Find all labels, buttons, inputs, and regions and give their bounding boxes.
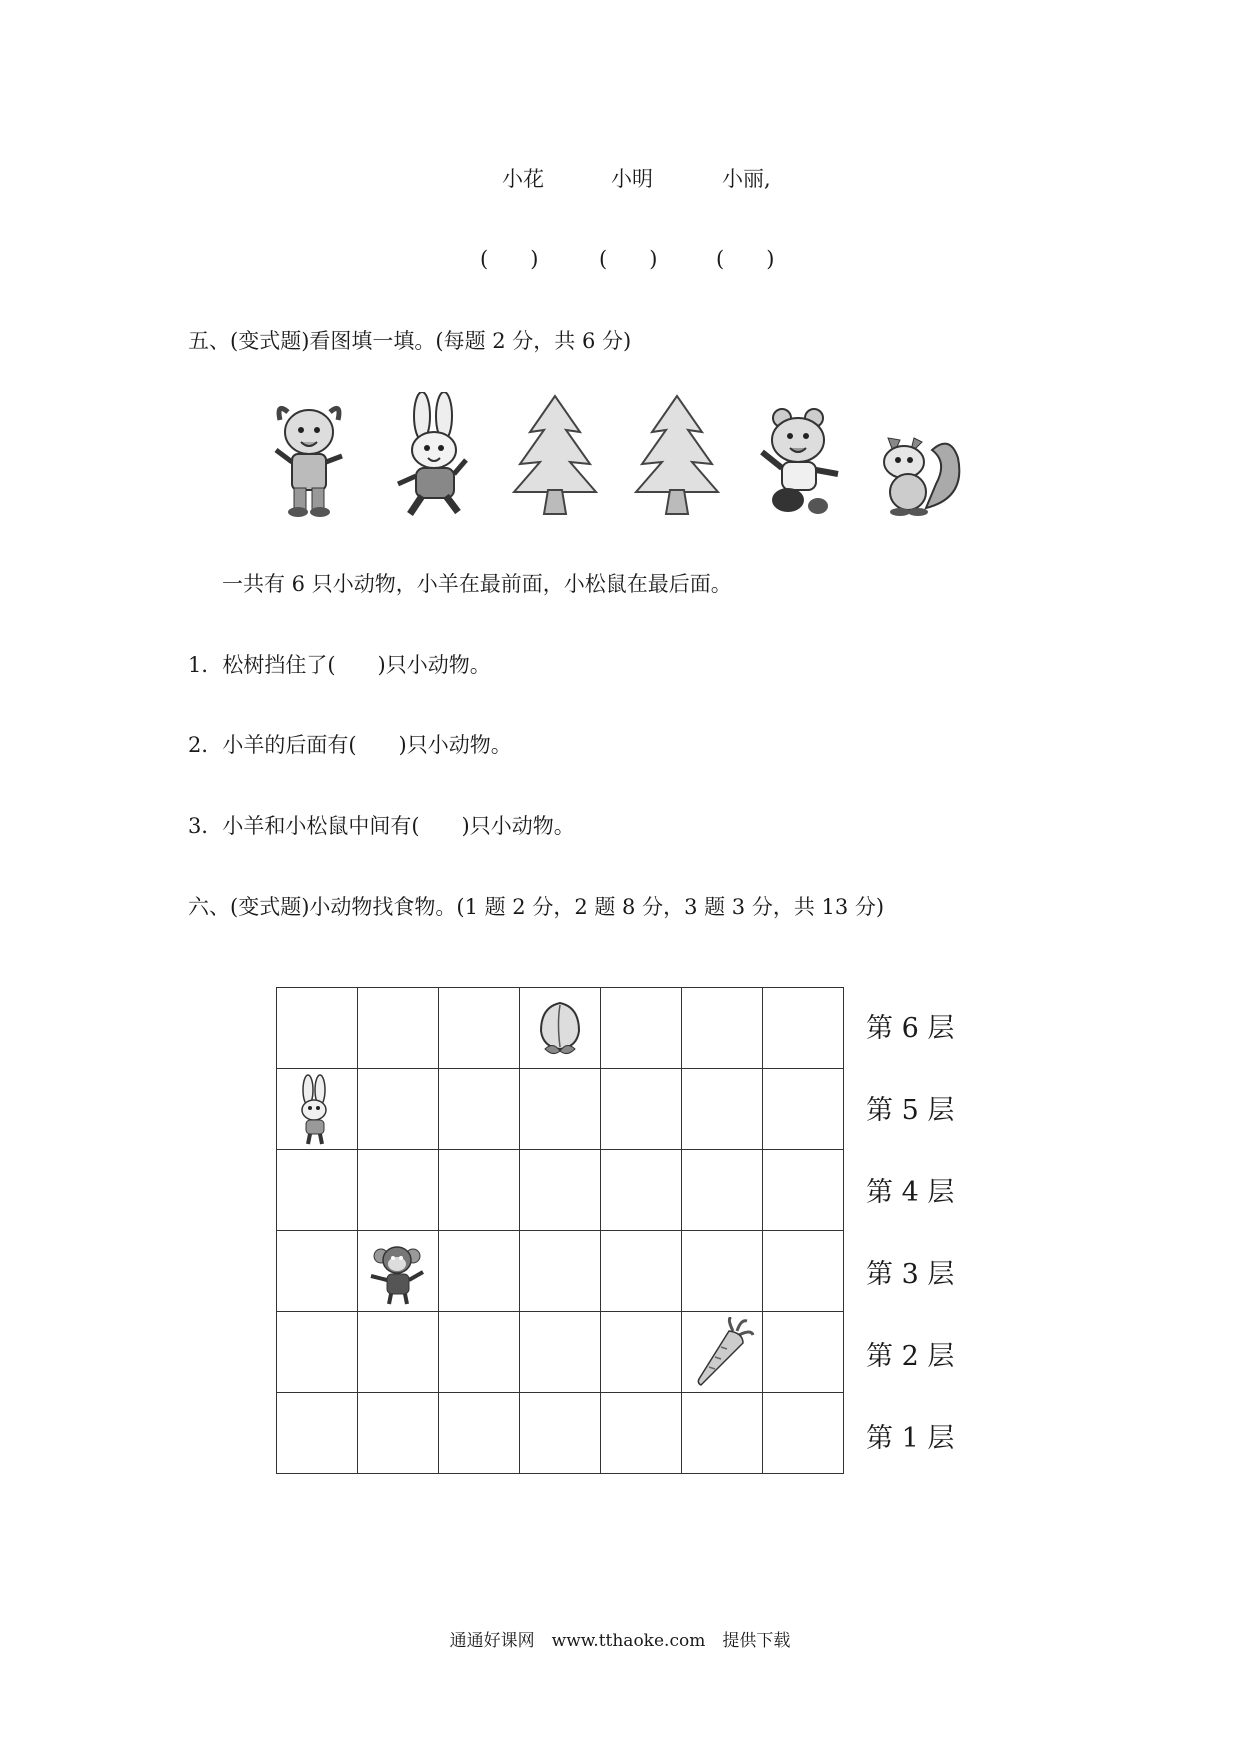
food-grid <box>276 987 844 1474</box>
pine-tree-icon <box>510 392 600 518</box>
question-1: 1．松树挡住了( )只小动物。 <box>188 653 491 677</box>
grid-cell <box>763 1231 844 1312</box>
grid-row-layer-3 <box>277 1231 844 1312</box>
grid-cell <box>439 1150 520 1231</box>
grid-row-layer-5 <box>277 1069 844 1150</box>
grid-cell <box>763 1069 844 1150</box>
answer-blank[interactable]: ( ) <box>716 247 775 271</box>
grid-cell <box>358 988 439 1069</box>
layer-label-4: 第 4 层 <box>866 1177 955 1208</box>
footer-credit: 通通好课网 www.tthaoke.com 提供下载 <box>449 1631 791 1651</box>
grid-cell <box>601 1069 682 1150</box>
question-2: 2．小羊的后面有( )只小动物。 <box>188 733 512 757</box>
peach-icon <box>525 993 595 1063</box>
grid-cell <box>439 1312 520 1393</box>
rabbit-icon <box>282 1074 352 1146</box>
grid-cell <box>439 1069 520 1150</box>
grid-cell <box>277 1069 358 1150</box>
layer-label-1: 第 1 层 <box>866 1423 955 1454</box>
grid-cell <box>520 1069 601 1150</box>
grid-cell <box>763 1150 844 1231</box>
grid-cell <box>763 1312 844 1393</box>
grid-cell <box>358 1312 439 1393</box>
grid-cell <box>439 988 520 1069</box>
rabbit-icon <box>392 392 476 522</box>
question-3: 3．小羊和小松鼠中间有( )只小动物。 <box>188 814 575 838</box>
grid-cell <box>601 1312 682 1393</box>
grid-cell <box>682 1312 763 1393</box>
bear-icon <box>752 404 848 520</box>
grid-cell <box>601 1393 682 1474</box>
name-label: 小丽, <box>722 167 771 191</box>
grid-cell <box>358 1393 439 1474</box>
grid-cell <box>682 988 763 1069</box>
grid-cell <box>763 1393 844 1474</box>
grid-cell <box>682 1150 763 1231</box>
grid-cell <box>601 1150 682 1231</box>
grid-cell <box>520 1312 601 1393</box>
grid-cell <box>763 988 844 1069</box>
goat-icon <box>268 400 350 520</box>
grid-cell <box>439 1231 520 1312</box>
grid-cell <box>601 1231 682 1312</box>
name-label: 小花 <box>502 167 544 191</box>
grid-cell <box>682 1393 763 1474</box>
layer-label-5: 第 5 层 <box>866 1095 955 1126</box>
grid-cell <box>358 1231 439 1312</box>
grid-cell <box>520 1231 601 1312</box>
grid-cell <box>277 1231 358 1312</box>
grid-cell <box>520 1393 601 1474</box>
squirrel-icon <box>870 428 966 518</box>
monkey-icon <box>363 1236 433 1306</box>
layer-label-2: 第 2 层 <box>866 1341 955 1372</box>
grid-row-layer-1 <box>277 1393 844 1474</box>
grid-cell <box>358 1150 439 1231</box>
grid-cell <box>682 1231 763 1312</box>
grid-cell <box>439 1393 520 1474</box>
grid-cell <box>358 1069 439 1150</box>
grid-cell <box>520 988 601 1069</box>
section5-intro: 一共有 6 只小动物，小羊在最前面，小松鼠在最后面。 <box>222 572 732 596</box>
grid-cell <box>277 1150 358 1231</box>
grid-cell <box>277 988 358 1069</box>
layer-label-6: 第 6 层 <box>866 1013 955 1044</box>
grid-row-layer-6 <box>277 988 844 1069</box>
grid-row-layer-2 <box>277 1312 844 1393</box>
pine-tree-icon <box>632 392 722 518</box>
grid-cell <box>277 1312 358 1393</box>
grid-cell <box>682 1069 763 1150</box>
grid-cell <box>601 988 682 1069</box>
name-label: 小明 <box>611 167 653 191</box>
grid-cell <box>277 1393 358 1474</box>
answer-blank[interactable]: ( ) <box>480 247 539 271</box>
answer-blank[interactable]: ( ) <box>599 247 658 271</box>
grid-cell <box>520 1150 601 1231</box>
layer-label-3: 第 3 层 <box>866 1259 955 1290</box>
section5-heading: 五、(变式题)看图填一填。(每题 2 分，共 6 分) <box>188 329 632 353</box>
carrot-icon <box>687 1317 757 1387</box>
section6-heading: 六、(变式题)小动物找食物。(1 题 2 分，2 题 8 分，3 题 3 分，共 13 分) <box>188 895 885 919</box>
grid-row-layer-4 <box>277 1150 844 1231</box>
